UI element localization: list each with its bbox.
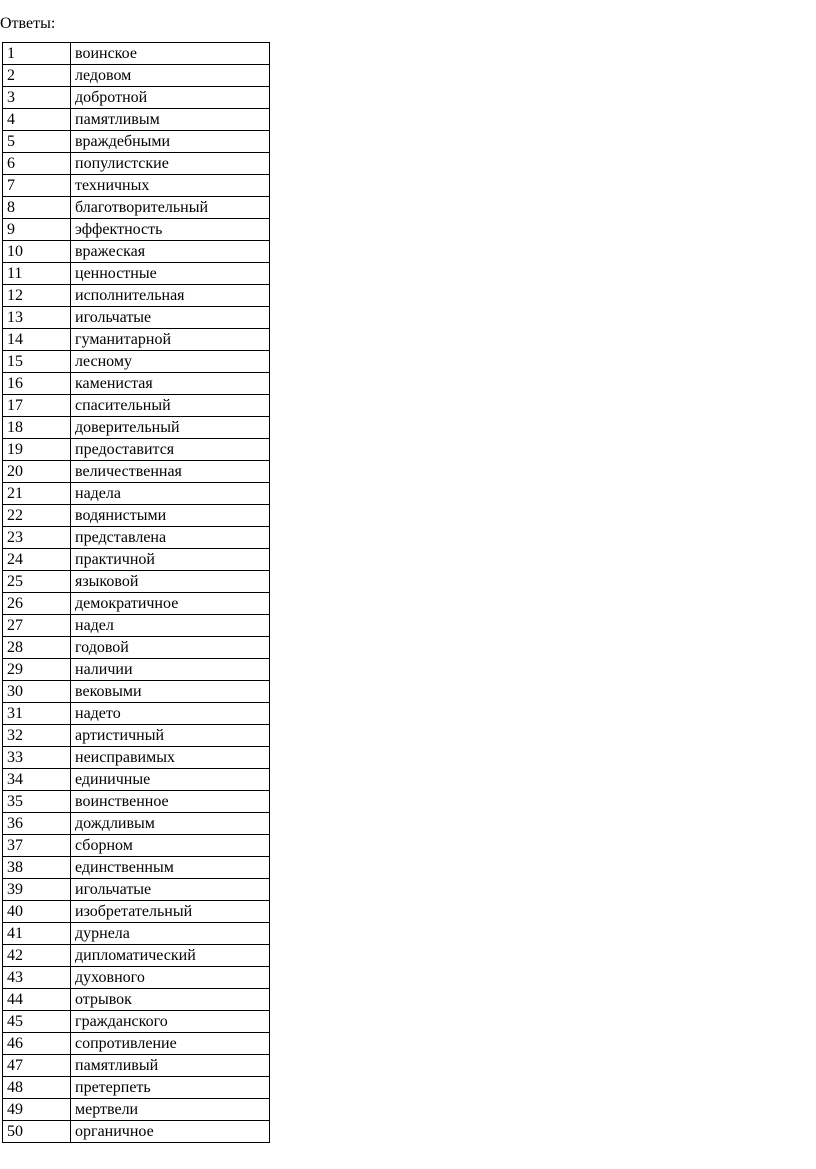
answer-word: надела <box>71 483 270 505</box>
answer-number: 33 <box>3 747 71 769</box>
answer-word: доверительный <box>71 417 270 439</box>
answer-row <box>3 725 270 747</box>
answer-row <box>3 241 270 263</box>
answer-row <box>3 43 270 65</box>
answer-number: 13 <box>3 307 71 329</box>
answers-table <box>2 42 270 1143</box>
answer-word: языковой <box>71 571 270 593</box>
answer-word: органичное <box>71 1121 270 1143</box>
answer-number: 26 <box>3 593 71 615</box>
answer-number: 25 <box>3 571 71 593</box>
answer-row <box>3 901 270 923</box>
answer-word: демократичное <box>71 593 270 615</box>
answer-row <box>3 879 270 901</box>
answer-word: техничных <box>71 175 270 197</box>
answer-word: неисправимых <box>71 747 270 769</box>
answer-row <box>3 65 270 87</box>
answer-number: 45 <box>3 1011 71 1033</box>
answer-number: 32 <box>3 725 71 747</box>
answer-word: надел <box>71 615 270 637</box>
answer-word: сопротивление <box>71 1033 270 1055</box>
answer-word: добротной <box>71 87 270 109</box>
answer-word: представлена <box>71 527 270 549</box>
answer-word: памятливым <box>71 109 270 131</box>
answer-row <box>3 549 270 571</box>
answer-row <box>3 461 270 483</box>
answer-number: 46 <box>3 1033 71 1055</box>
answer-word: гражданского <box>71 1011 270 1033</box>
answer-row <box>3 1077 270 1099</box>
answer-row <box>3 175 270 197</box>
answer-number: 30 <box>3 681 71 703</box>
answer-row <box>3 329 270 351</box>
answer-row <box>3 703 270 725</box>
answer-number: 16 <box>3 373 71 395</box>
answer-word: исполнительная <box>71 285 270 307</box>
answer-word: памятливый <box>71 1055 270 1077</box>
answer-row <box>3 747 270 769</box>
answer-number: 18 <box>3 417 71 439</box>
answer-word: воинственное <box>71 791 270 813</box>
answer-word: ценностные <box>71 263 270 285</box>
answer-number: 37 <box>3 835 71 857</box>
answer-word: каменистая <box>71 373 270 395</box>
answer-row <box>3 527 270 549</box>
answer-word: вражеская <box>71 241 270 263</box>
answer-row <box>3 131 270 153</box>
answer-row <box>3 1099 270 1121</box>
answer-row <box>3 439 270 461</box>
answer-word: враждебными <box>71 131 270 153</box>
answer-row <box>3 593 270 615</box>
answer-word: благотворительный <box>71 197 270 219</box>
answer-row <box>3 505 270 527</box>
answer-number: 21 <box>3 483 71 505</box>
answer-word: годовой <box>71 637 270 659</box>
answers-table-body <box>3 43 270 1143</box>
answer-number: 20 <box>3 461 71 483</box>
answer-number: 49 <box>3 1099 71 1121</box>
answer-number: 19 <box>3 439 71 461</box>
answer-row <box>3 109 270 131</box>
answer-number: 50 <box>3 1121 71 1143</box>
answer-row <box>3 87 270 109</box>
answer-number: 40 <box>3 901 71 923</box>
answer-number: 9 <box>3 219 71 241</box>
answer-number: 29 <box>3 659 71 681</box>
answer-number: 7 <box>3 175 71 197</box>
answer-number: 48 <box>3 1077 71 1099</box>
answer-word: дождливым <box>71 813 270 835</box>
answer-row <box>3 307 270 329</box>
answer-number: 5 <box>3 131 71 153</box>
answers-heading: Ответы: <box>0 15 56 32</box>
answer-word: игольчатые <box>71 879 270 901</box>
answer-number: 24 <box>3 549 71 571</box>
answer-word: лесному <box>71 351 270 373</box>
answer-number: 8 <box>3 197 71 219</box>
answer-row <box>3 395 270 417</box>
answer-row <box>3 1033 270 1055</box>
answer-word: водянистыми <box>71 505 270 527</box>
answer-number: 38 <box>3 857 71 879</box>
answer-word: мертвели <box>71 1099 270 1121</box>
answer-number: 28 <box>3 637 71 659</box>
answer-word: отрывок <box>71 989 270 1011</box>
answer-word: воинское <box>71 43 270 65</box>
answer-word: изобретательный <box>71 901 270 923</box>
answer-word: эффектность <box>71 219 270 241</box>
answer-word: артистичный <box>71 725 270 747</box>
answer-number: 31 <box>3 703 71 725</box>
answer-number: 43 <box>3 967 71 989</box>
answer-row <box>3 791 270 813</box>
answer-number: 2 <box>3 65 71 87</box>
answer-row <box>3 835 270 857</box>
answer-word: предоставится <box>71 439 270 461</box>
answer-row <box>3 813 270 835</box>
answer-number: 34 <box>3 769 71 791</box>
answer-word: наличии <box>71 659 270 681</box>
answer-number: 1 <box>3 43 71 65</box>
answer-row <box>3 571 270 593</box>
answer-word: претерпеть <box>71 1077 270 1099</box>
answer-number: 39 <box>3 879 71 901</box>
answer-row <box>3 857 270 879</box>
answer-word: вековыми <box>71 681 270 703</box>
answer-word: ледовом <box>71 65 270 87</box>
answer-number: 12 <box>3 285 71 307</box>
answer-row <box>3 351 270 373</box>
answer-word: единичные <box>71 769 270 791</box>
answer-row <box>3 945 270 967</box>
answer-row <box>3 373 270 395</box>
answer-number: 41 <box>3 923 71 945</box>
answer-row <box>3 197 270 219</box>
answer-word: практичной <box>71 549 270 571</box>
answer-row <box>3 989 270 1011</box>
answer-word: спасительный <box>71 395 270 417</box>
answer-word: сборном <box>71 835 270 857</box>
answer-number: 17 <box>3 395 71 417</box>
answer-word: надето <box>71 703 270 725</box>
answer-number: 35 <box>3 791 71 813</box>
answer-row <box>3 219 270 241</box>
answer-word: единственным <box>71 857 270 879</box>
answer-number: 42 <box>3 945 71 967</box>
answer-row <box>3 1055 270 1077</box>
answer-row <box>3 769 270 791</box>
answer-row <box>3 681 270 703</box>
answer-number: 22 <box>3 505 71 527</box>
answer-row <box>3 615 270 637</box>
answer-row <box>3 263 270 285</box>
answer-row <box>3 1121 270 1143</box>
answer-row <box>3 417 270 439</box>
answer-row <box>3 285 270 307</box>
answer-number: 27 <box>3 615 71 637</box>
answer-number: 10 <box>3 241 71 263</box>
answer-word: дурнела <box>71 923 270 945</box>
answer-row <box>3 637 270 659</box>
answer-word: популистские <box>71 153 270 175</box>
answer-row <box>3 483 270 505</box>
answer-row <box>3 1011 270 1033</box>
answer-number: 4 <box>3 109 71 131</box>
answer-row <box>3 659 270 681</box>
answer-word: величественная <box>71 461 270 483</box>
answer-word: духовного <box>71 967 270 989</box>
answer-number: 6 <box>3 153 71 175</box>
answer-row <box>3 967 270 989</box>
answer-number: 14 <box>3 329 71 351</box>
answer-number: 23 <box>3 527 71 549</box>
answer-number: 11 <box>3 263 71 285</box>
answer-word: игольчатые <box>71 307 270 329</box>
answer-number: 47 <box>3 1055 71 1077</box>
answer-row <box>3 153 270 175</box>
answer-number: 44 <box>3 989 71 1011</box>
answer-number: 3 <box>3 87 71 109</box>
answer-number: 36 <box>3 813 71 835</box>
answer-number: 15 <box>3 351 71 373</box>
answer-word: гуманитарной <box>71 329 270 351</box>
answer-word: дипломатический <box>71 945 270 967</box>
answer-row <box>3 923 270 945</box>
